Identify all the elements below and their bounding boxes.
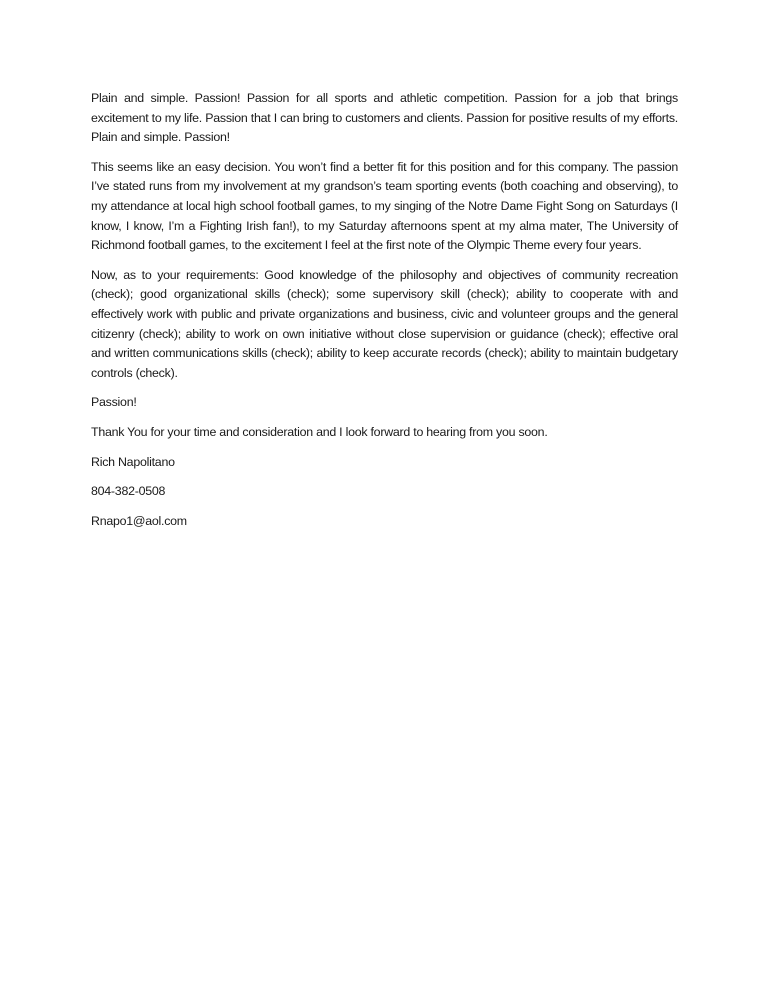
signature-phone: 804-382-0508 xyxy=(91,484,166,499)
closing-line: Thank You for your time and consideration and I look forward to hearing from you soon. xyxy=(91,424,548,439)
paragraph-passion-intro: Plain and simple. Passion! Passion for all sports and athletic competition. Passion for a job that brings excitement to my life. Passion that I can bring to customers and clients. Passion for positive results of my efforts. Plain and simple. Passion! xyxy=(91,91,678,145)
letter-page xyxy=(91,89,678,541)
signature-name: Rich Napolitano xyxy=(91,454,175,469)
signature-email: Rnapo1@aol.com xyxy=(91,513,187,528)
paragraph-fit-decision: This seems like an easy decision. You won’t find a better fit for this position and for this company. The passion I’ve stated runs from my involvement at my grandson’s team sporting events (both coaching and observing), to my attendance at local high school football games, to my singing of the Notre Dame Fight Song on Saturdays (I know, I know, I’m a Fighting Irish fan!), to my Saturday afternoons spent at my alma mater, The University of Richmond football games, to the excitement I feel at the first note of the Olympic Theme every four years. xyxy=(91,159,678,253)
paragraph-requirements: Now, as to your requirements: Good knowledge of the philosophy and objectives of community recreation (check); good organizational skills (check); some supervisory skill (check); ability to cooperate with and effectively work with public and private organizations and business, civic and volunteer groups and the general citizenry (check); ability to work on own initiative without close supervision or guidance (check); effective oral and written communications skills (check); ability to keep accurate records (check); ability to maintain budgetary controls (check). xyxy=(91,267,678,380)
exclamation-line: Passion! xyxy=(91,395,137,410)
